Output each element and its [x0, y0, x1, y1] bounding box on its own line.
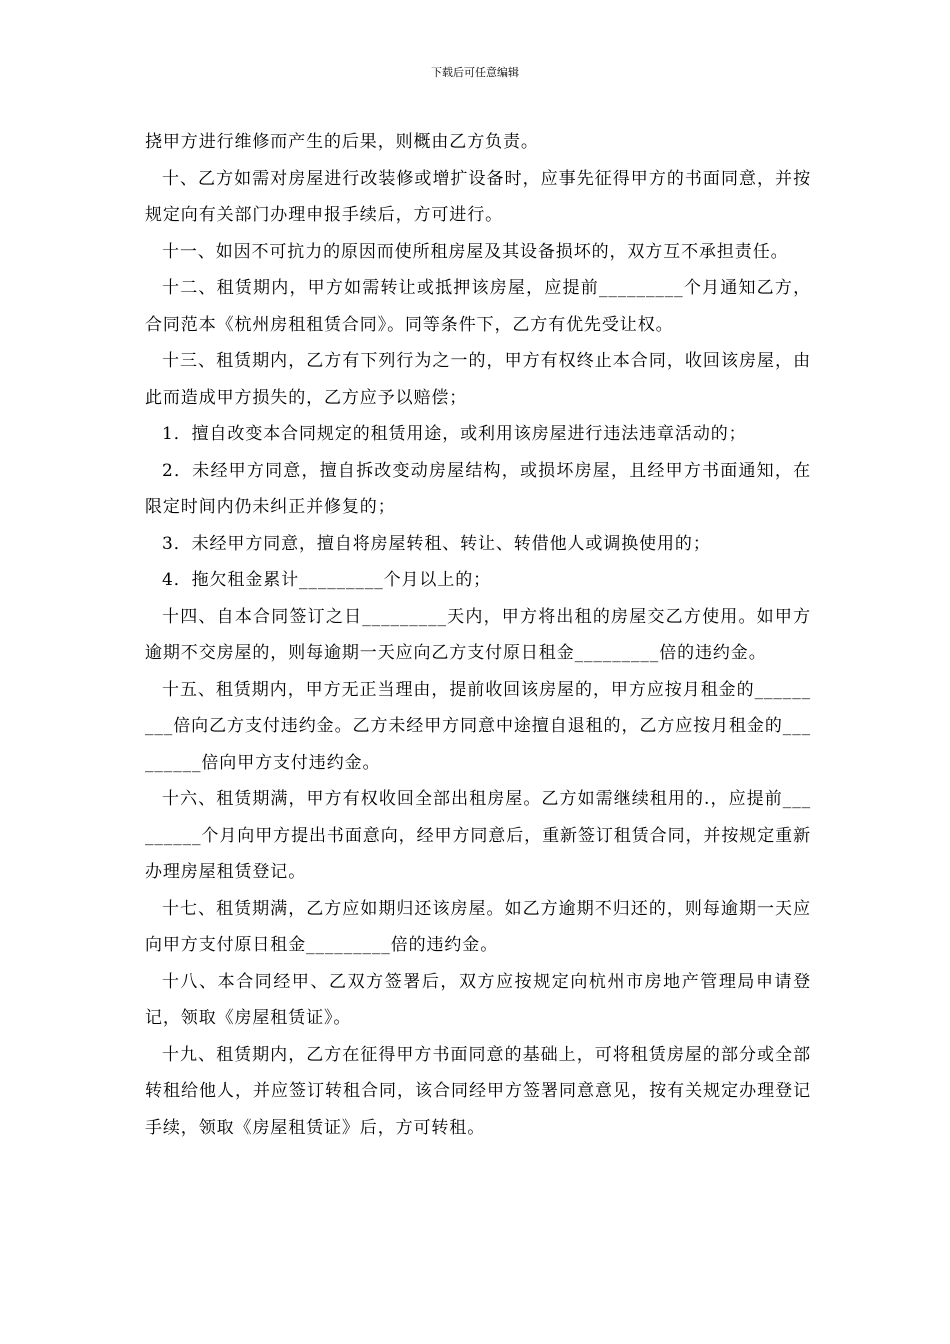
clause-12: 十二、租赁期内，甲方如需转让或抵押该房屋，应提前_________个月通知乙方，合同范本《杭州房租租赁合同》。同等条件下，乙方有优先受让权。	[145, 278, 811, 335]
document-body	[145, 124, 811, 1146]
clause-10: 十、乙方如需对房屋进行改装修或增扩设备时，应事先征得甲方的书面同意，并按规定向有关部门办理申报手续后，方可进行。	[145, 168, 811, 225]
clause-13-item-3: 3．未经甲方同意，擅自将房屋转租、转让、转借他人或调换使用的；	[162, 533, 711, 554]
clause-18: 十八、本合同经甲、乙双方签署后，双方应按规定向杭州市房地产管理局申请登记，领取《房屋租赁证》。	[145, 971, 811, 1028]
clause-13-item-2: 2．未经甲方同意，擅自拆改变动房屋结构，或损坏房屋，且经甲方书面通知，在限定时间内仍未纠正并修复的；	[145, 460, 811, 517]
paragraph-continuation: 挠甲方进行维修而产生的后果，则概由乙方负责。	[145, 132, 539, 152]
clause-15: 十五、租赁期内，甲方无正当理由，提前收回该房屋的，甲方应按月租金的_________倍向乙方支付违约金。乙方未经甲方同意中途擅自退租的，乙方应按月租金的_________倍向甲方支付违约金。	[145, 679, 811, 773]
clause-19: 十九、租赁期内，乙方在征得甲方书面同意的基础上，可将租赁房屋的部分或全部转租给他人，并应签订转租合同，该合同经甲方签署同意意见，按有关规定办理登记手续，领取《房屋租赁证》后，方可转租。	[145, 1044, 811, 1138]
clause-13-item-4: 4．拖欠租金累计_________个月以上的；	[162, 570, 492, 590]
clause-13-item-1: 1．擅自改变本合同规定的租赁用途，或利用该房屋进行违法违章活动的；	[162, 424, 747, 444]
clause-14: 十四、自本合同签订之日_________天内，甲方将出租的房屋交乙方使用。如甲方逾期不交房屋的，则每逾期一天应向乙方支付原日租金_________倍的违约金。	[145, 606, 811, 663]
clause-13: 十三、租赁期内，乙方有下列行为之一的，甲方有权终止本合同，收回该房屋，由此而造成甲方损失的，乙方应予以赔偿；	[145, 351, 811, 408]
page-header: 下载后可任意编辑	[431, 66, 519, 79]
clause-16: 十六、租赁期满，甲方有权收回全部出租房屋。乙方如需继续租用的.，应提前_________个月向甲方提出书面意向，经甲方同意后，重新签订租赁合同，并按规定重新办理房屋租赁登记。	[145, 789, 811, 882]
clause-11: 十一、如因不可抗力的原因而使所租房屋及其设备损坏的，双方互不承担责任。	[162, 241, 789, 262]
clause-17: 十七、租赁期满，乙方应如期归还该房屋。如乙方逾期不归还的，则每逾期一天应向甲方支付原日租金_________倍的违约金。	[145, 898, 811, 955]
